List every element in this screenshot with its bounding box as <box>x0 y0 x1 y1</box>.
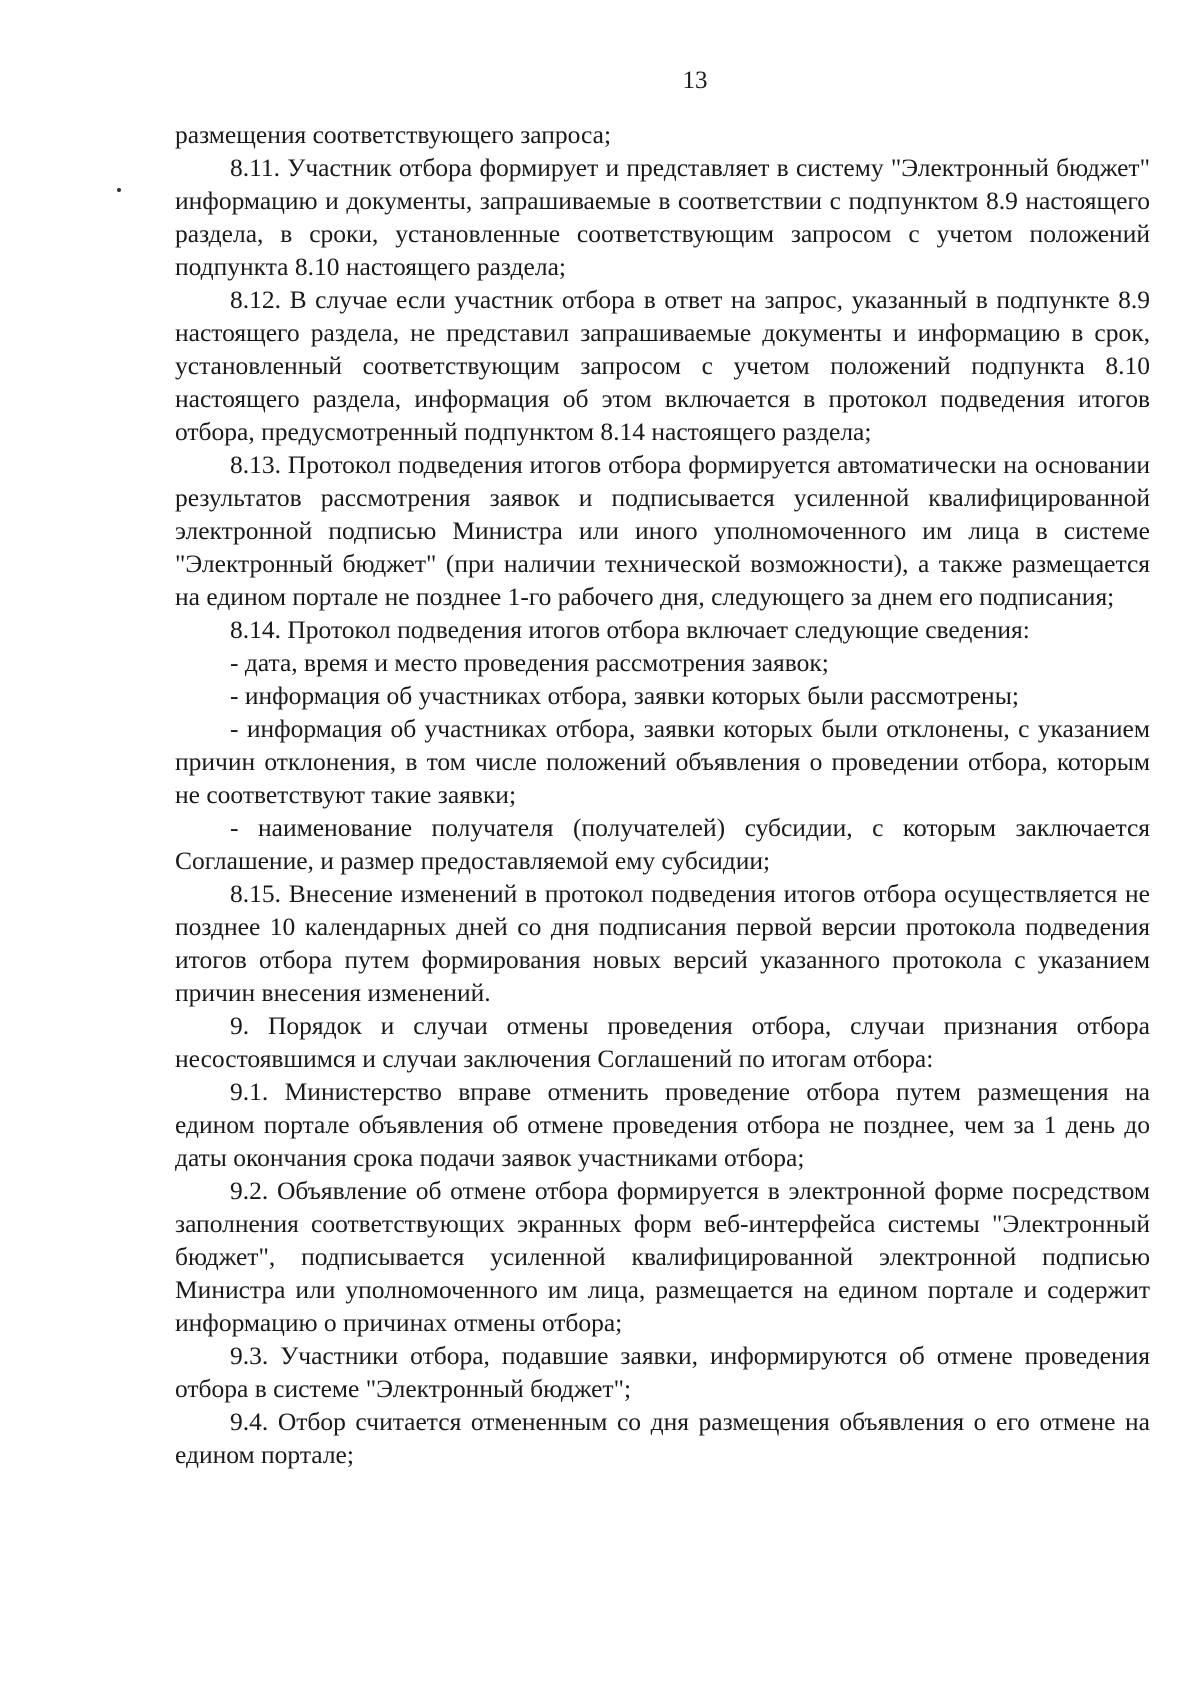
paragraph-8-14: 8.14. Протокол подведения итогов отбора включает следующие сведения: <box>230 615 1030 644</box>
paragraph-8-15: 8.15. Внесение изменений в протокол подведения итогов отбора осуществляется не позднее 10 календарных дней со дня подписания первой версии протокола подведения итогов отбора путем формирования новых версий указанного протокола с указанием причин внесения изменений. <box>175 879 1150 1007</box>
list-item: - наименование получателя (получателей) субсидии, с которым заключается Соглашение, и размер предоставляемой ему субсидии; <box>175 813 1150 875</box>
paragraph-9-4: 9.4. Отбор считается отмененным со дня размещения объявления о его отмене на едином портале; <box>175 1407 1150 1469</box>
paragraph: размещения соответствующего запроса; <box>175 120 612 149</box>
list-item: - информация об участниках отбора, заявки которых были рассмотрены; <box>230 681 1019 710</box>
paragraph-9-2: 9.2. Объявление об отмене отбора формируется в электронной форме посредством заполнения соответствующих экранных форм веб-интерфейса системы "Электронный бюджет", подписывается усиленной квалифицированной электронной подписью Министра или уполномоченного им лица, размещается на едином портале и содержит информацию о причинах отмены отбора; <box>175 1176 1150 1337</box>
page-number: 13 <box>682 67 708 94</box>
paragraph-8-13: 8.13. Протокол подведения итогов отбора формируется автоматически на основании результатов рассмотрения заявок и подписывается усиленной квалифицированной электронной подписью Министра или иного уполномоченного им лица в системе "Электронный бюджет" (при наличии технической возможности), а также размещается на едином портале не позднее 1-го рабочего дня, следующего за днем его подписания; <box>175 450 1150 611</box>
paragraph-9-3: 9.3. Участники отбора, подавшие заявки, информируются об отмене проведения отбора в системе "Электронный бюджет"; <box>175 1341 1150 1403</box>
paragraph-8-11: 8.11. Участник отбора формирует и представляет в систему "Электронный бюджет" информацию и документы, запрашиваемые в соответствии с подпунктом 8.9 настоящего раздела, в сроки, установленные соответствующим запросом с учетом положений подпункта 8.10 настоящего раздела; <box>175 153 1150 281</box>
list-item: - информация об участниках отбора, заявки которых были отклонены, с указанием причин отклонения, в том числе положений объявления о проведении отбора, которым не соответствуют такие заявки; <box>175 714 1150 809</box>
list-item: - дата, время и место проведения рассмотрения заявок; <box>230 648 829 677</box>
document-body <box>175 118 1150 1471</box>
scan-mark <box>117 188 121 192</box>
paragraph-9: 9. Порядок и случаи отмены проведения отбора, случаи признания отбора несостоявшимся и случаи заключения Соглашений по итогам отбора: <box>175 1011 1150 1073</box>
paragraph-9-1: 9.1. Министерство вправе отменить проведение отбора путем размещения на едином портале объявления об отмене проведения отбора не позднее, чем за 1 день до даты окончания срока подачи заявок участниками отбора; <box>175 1077 1150 1172</box>
paragraph-8-12: 8.12. В случае если участник отбора в ответ на запрос, указанный в подпункте 8.9 настоящего раздела, не представил запрашиваемые документы и информацию в срок, установленный соответствующим запросом с учетом положений подпункта 8.10 настоящего раздела, информация об этом включается в протокол подведения итогов отбора, предусмотренный подпунктом 8.14 настоящего раздела; <box>175 285 1150 446</box>
